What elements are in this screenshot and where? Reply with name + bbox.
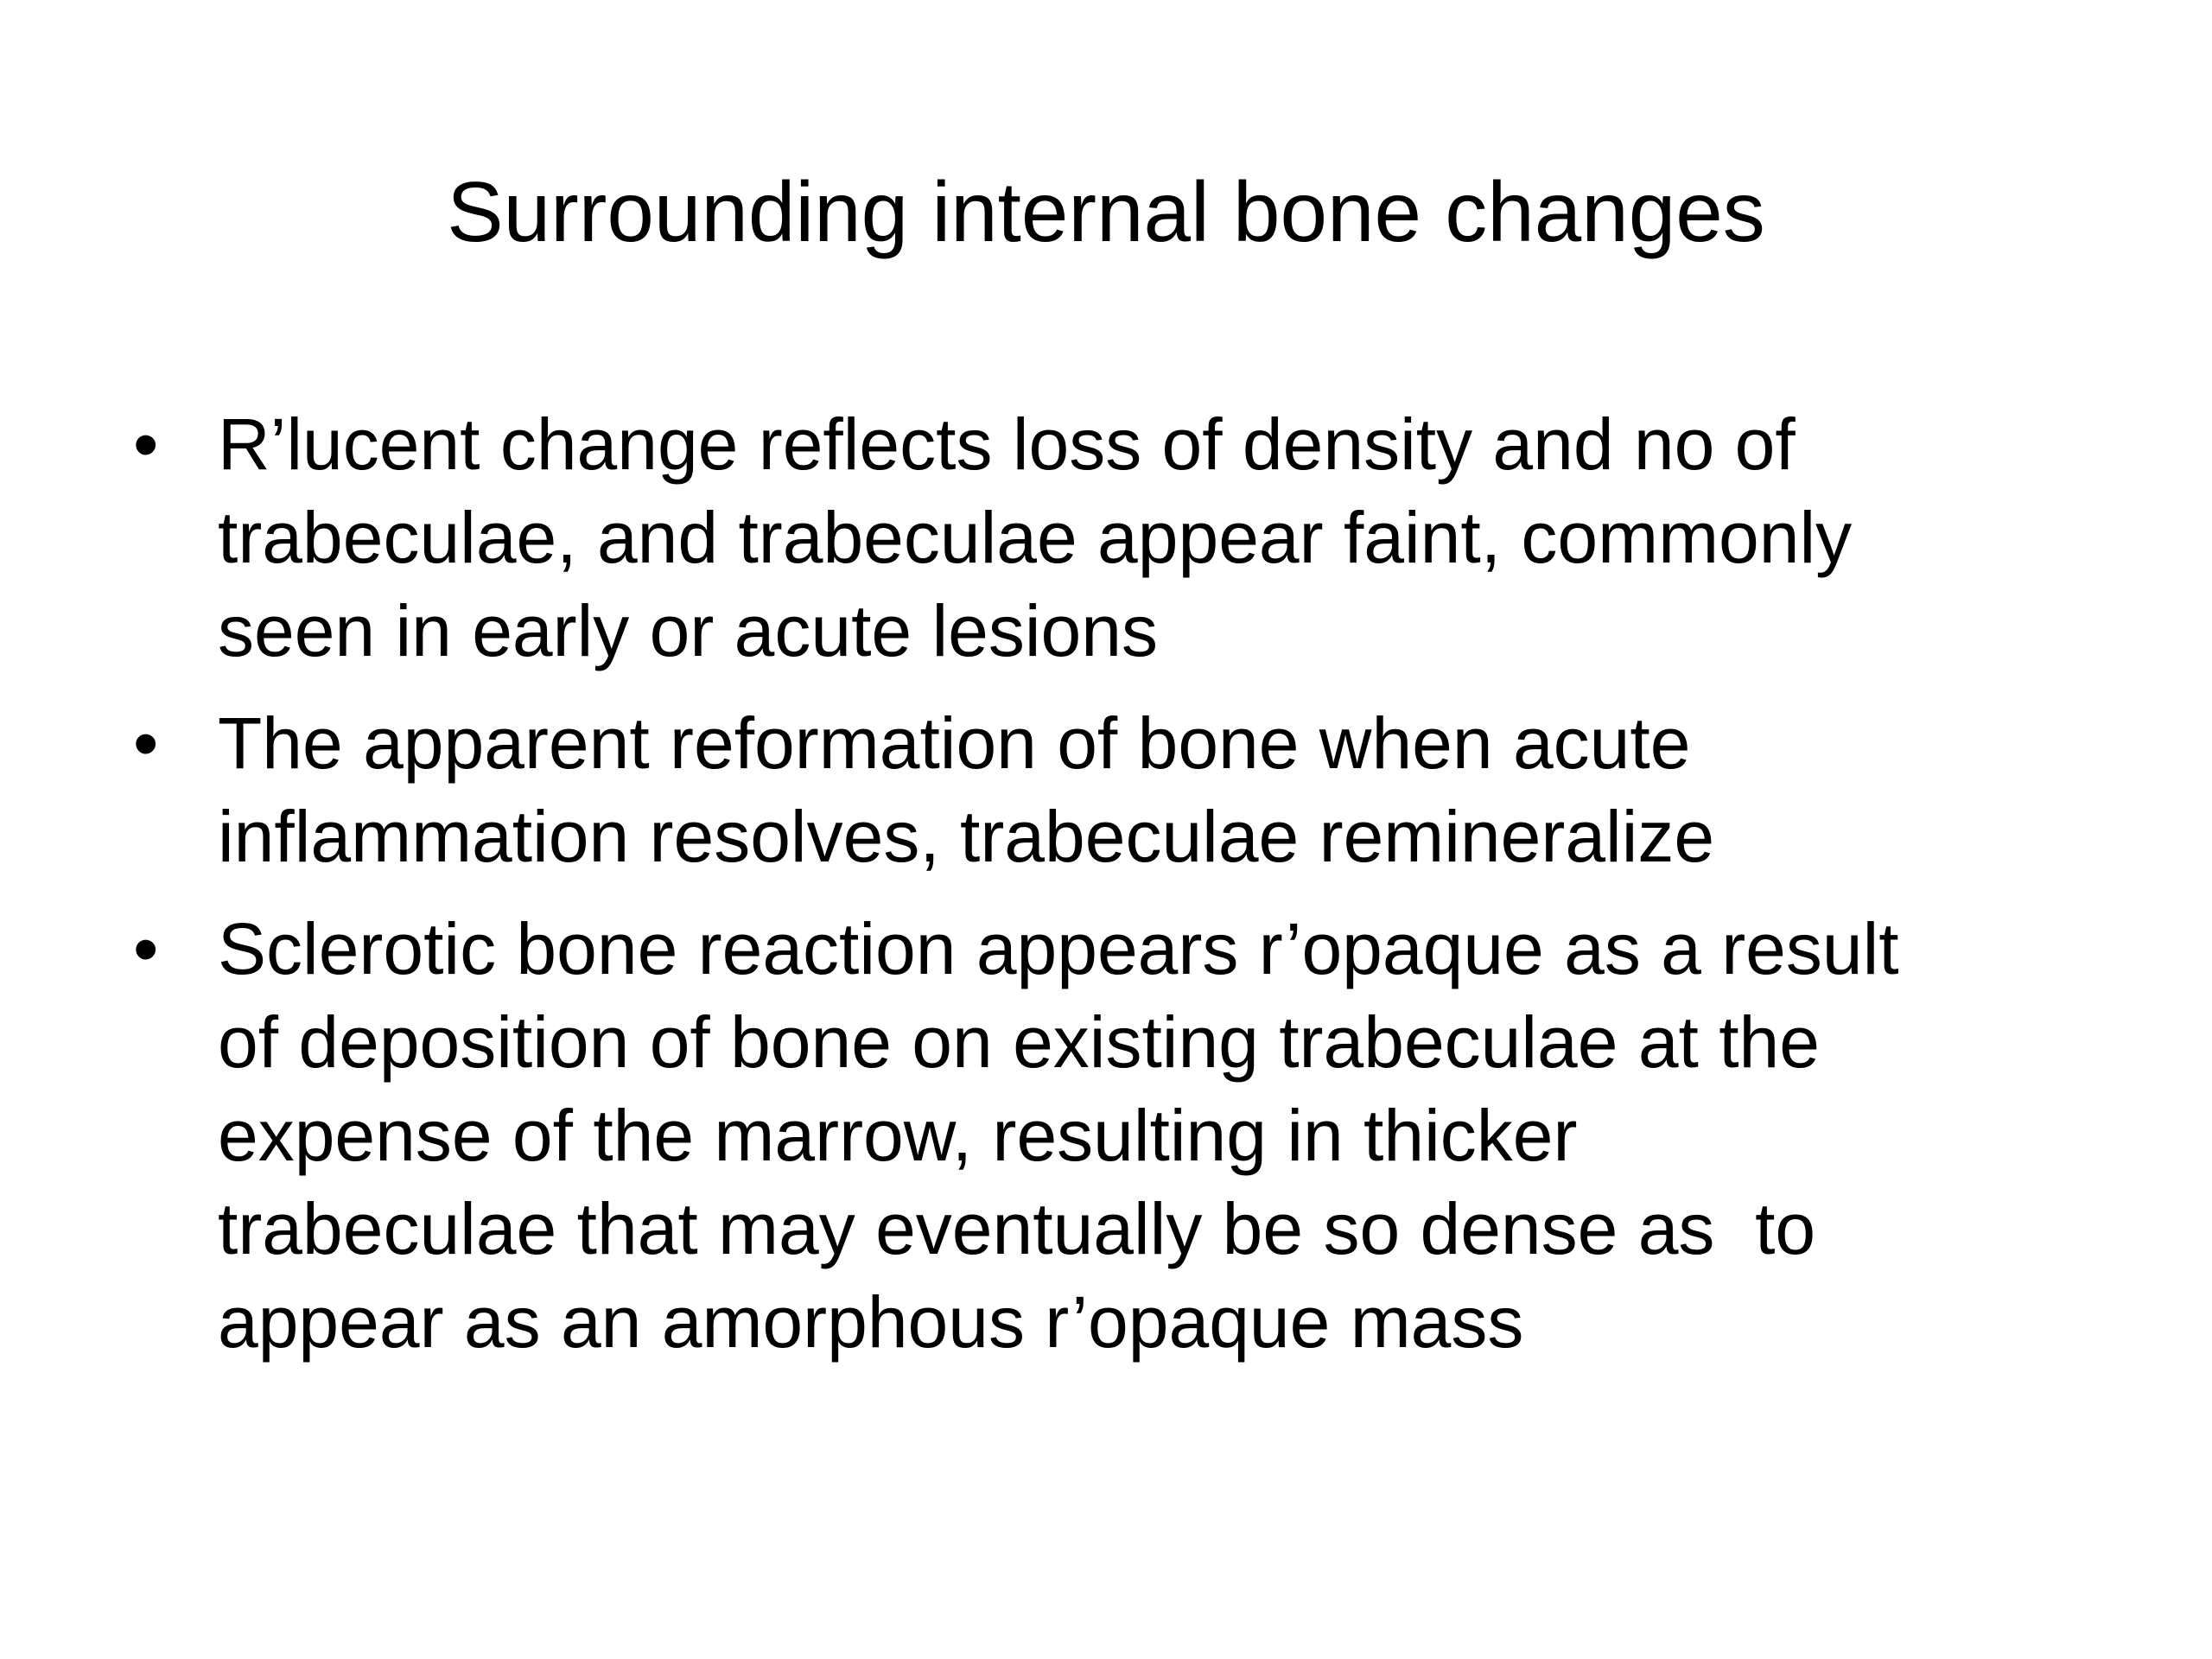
bullet-list (0, 397, 2212, 1388)
bullet-text-line: Sclerotic bone reaction appears r’opaque as a result (218, 908, 1899, 989)
bullet-point-icon: • (133, 702, 159, 784)
bullet-text-line: trabeculae that may eventually be so dense as to (218, 1188, 1816, 1269)
bullet-text-line: R’lucent change reflects loss of density and no of (218, 404, 1796, 485)
bullet-text-line: trabeculae, and trabeculae appear faint, commonly (218, 497, 1853, 578)
bullet-text-line: expense of the marrow, resulting in thicker (218, 1095, 1578, 1176)
bullet-text-line: inflammation resolves, trabeculae remineralize (218, 796, 1715, 877)
slide-title: Surrounding internal bone changes (447, 164, 1765, 259)
bullet-point-icon: • (133, 404, 159, 485)
bullet-text-line: appear as an amorphous r’opaque mass (218, 1281, 1524, 1363)
bullet-item-1 (0, 397, 2212, 677)
bullet-point-icon: • (133, 908, 159, 989)
bullet-item-3 (0, 902, 2212, 1369)
bullet-text-line: of deposition of bone on existing trabeculae at the (218, 1001, 1820, 1083)
bullet-text-line: seen in early or acute lesions (218, 590, 1158, 671)
bullet-text-line: The apparent reformation of bone when acute (218, 702, 1691, 784)
bullet-item-2 (0, 696, 2212, 883)
